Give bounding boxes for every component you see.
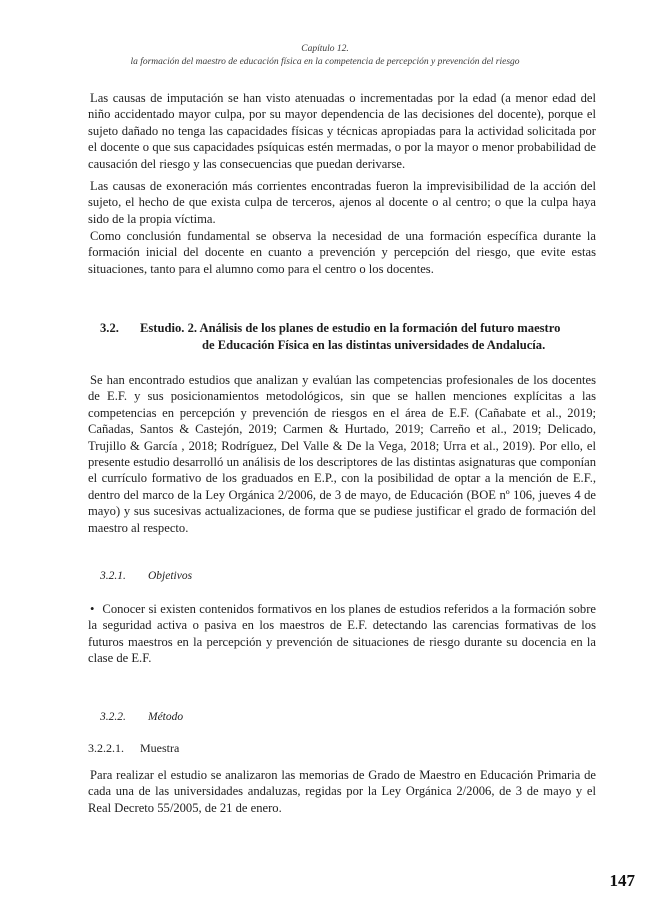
section-number: 3.2. <box>100 321 119 335</box>
running-head <box>0 43 650 69</box>
subsection-metodo <box>100 710 184 725</box>
section-paragraph <box>88 372 596 536</box>
paragraph <box>88 90 596 172</box>
section-title-line1: Estudio. 2. Análisis de los planes de estudio en la formación del futuro maestro <box>140 321 561 335</box>
list-item: Conocer si existen contenidos formativos en los planes de estudios referidos a la formación sobre la seguridad activa o pasiva en los maestros de E.F. detectando las carencias formativas de los futuros maestros en la percepción y prevención de situaciones de riesgo durante su docencia en la clase de E.F. <box>88 602 596 666</box>
intro-paragraph-1 <box>88 90 596 172</box>
subsection-title: Método <box>148 711 184 723</box>
subsection-objetivos <box>100 569 193 584</box>
subsection-number: 3.2.2. <box>100 711 126 723</box>
intro-paragraph-3 <box>88 228 596 277</box>
paragraph-text: Las causas de imputación se han visto atenuadas o incrementadas por la edad (a menor edad del niño accidentado mayor culpa, por su mayor dependencia de las decisiones del docente), porque el sujeto dañado no tenga las capacidades físicas y técnicas apropiadas para la actividad solicitada por el docente o que sus capacidades psíquicas estén mermadas, o por la mayor o menor probabilidad de causación del riesgo y las consecuencias que puedan derivarse. <box>88 91 596 171</box>
section-title-line2: de Educación Física en las distintas universidades de Andalucía. <box>202 338 546 352</box>
subsection-title: Objetivos <box>148 570 193 582</box>
paragraph <box>88 767 596 816</box>
subsubsection-title: Muestra <box>140 741 180 755</box>
chapter-title: la formación del maestro de educación física en la competencia de percepción y prevención del riesgo <box>130 57 520 67</box>
paragraph <box>88 178 596 227</box>
chapter-label: Capítulo 12. <box>301 44 349 54</box>
paragraph-text: Se han encontrado estudios que analizan y evalúan las competencias profesionales de los docentes de E.F. y sus posicionamientos metodológicos, sin que se hallen menciones explícitas a las competencias en percepción y prevención de riesgos en el área de E.F. (Cañabate et al., 2019; Cañadas, Santos & Castejón, 2019; Carmen & Hurtado, 2019; Carreño et al., 2019; Delicado, Trujillo & García , 2018; Rodríguez, Del Valle & De la Vega, 2018; Urra et al., 2019). Por ello, el presente estudio desarrolló un análisis de los descriptores de las distintas asignaturas que componían el currículo formativo de los graduados en E.P., con la posibilidad de optar a la mención de E.F., dentro del marco de la Ley Orgánica 2/2006, de 3 de mayo, de Educación (BOE nº 106, jueves 4 de mayo) y sus sucesivas actualizaciones, de forma que se pudiese justificar el grado de formación del maestro al respecto. <box>88 373 596 535</box>
subsubsection-muestra <box>88 741 180 756</box>
paragraph <box>88 228 596 277</box>
paragraph-text: Para realizar el estudio se analizaron las memorias de Grado de Maestro en Educación Primaria de cada una de las universidades andaluzas, regidas por la Ley Orgánica 2/2006, de 3 de mayo y el Real Decreto 55/2005, de 21 de enero. <box>88 768 596 815</box>
page-number: 147 <box>609 871 635 890</box>
subsubsection-number: 3.2.2.1. <box>88 741 124 755</box>
subsection-number: 3.2.1. <box>100 570 126 582</box>
objetivos-list <box>88 601 596 667</box>
paragraph-text: Como conclusión fundamental se observa la necesidad de una formación específica durante la formación inicial del docente en cuanto a prevención y percepción del riesgo, que evite estas situaciones, tanto para el alumno como para el centro o los docentes. <box>88 229 596 276</box>
intro-paragraph-2 <box>88 178 596 227</box>
paragraph <box>88 372 596 536</box>
paragraph-text: Las causas de exoneración más corrientes encontradas fueron la imprevisibilidad de la acción del sujeto, el hecho de que exista culpa de terceros, ajenos al docente o al centro; o que la culpa haya sido de la propia víctima. <box>88 179 596 226</box>
bullet-icon: • <box>90 602 95 616</box>
muestra-paragraph <box>88 767 596 816</box>
